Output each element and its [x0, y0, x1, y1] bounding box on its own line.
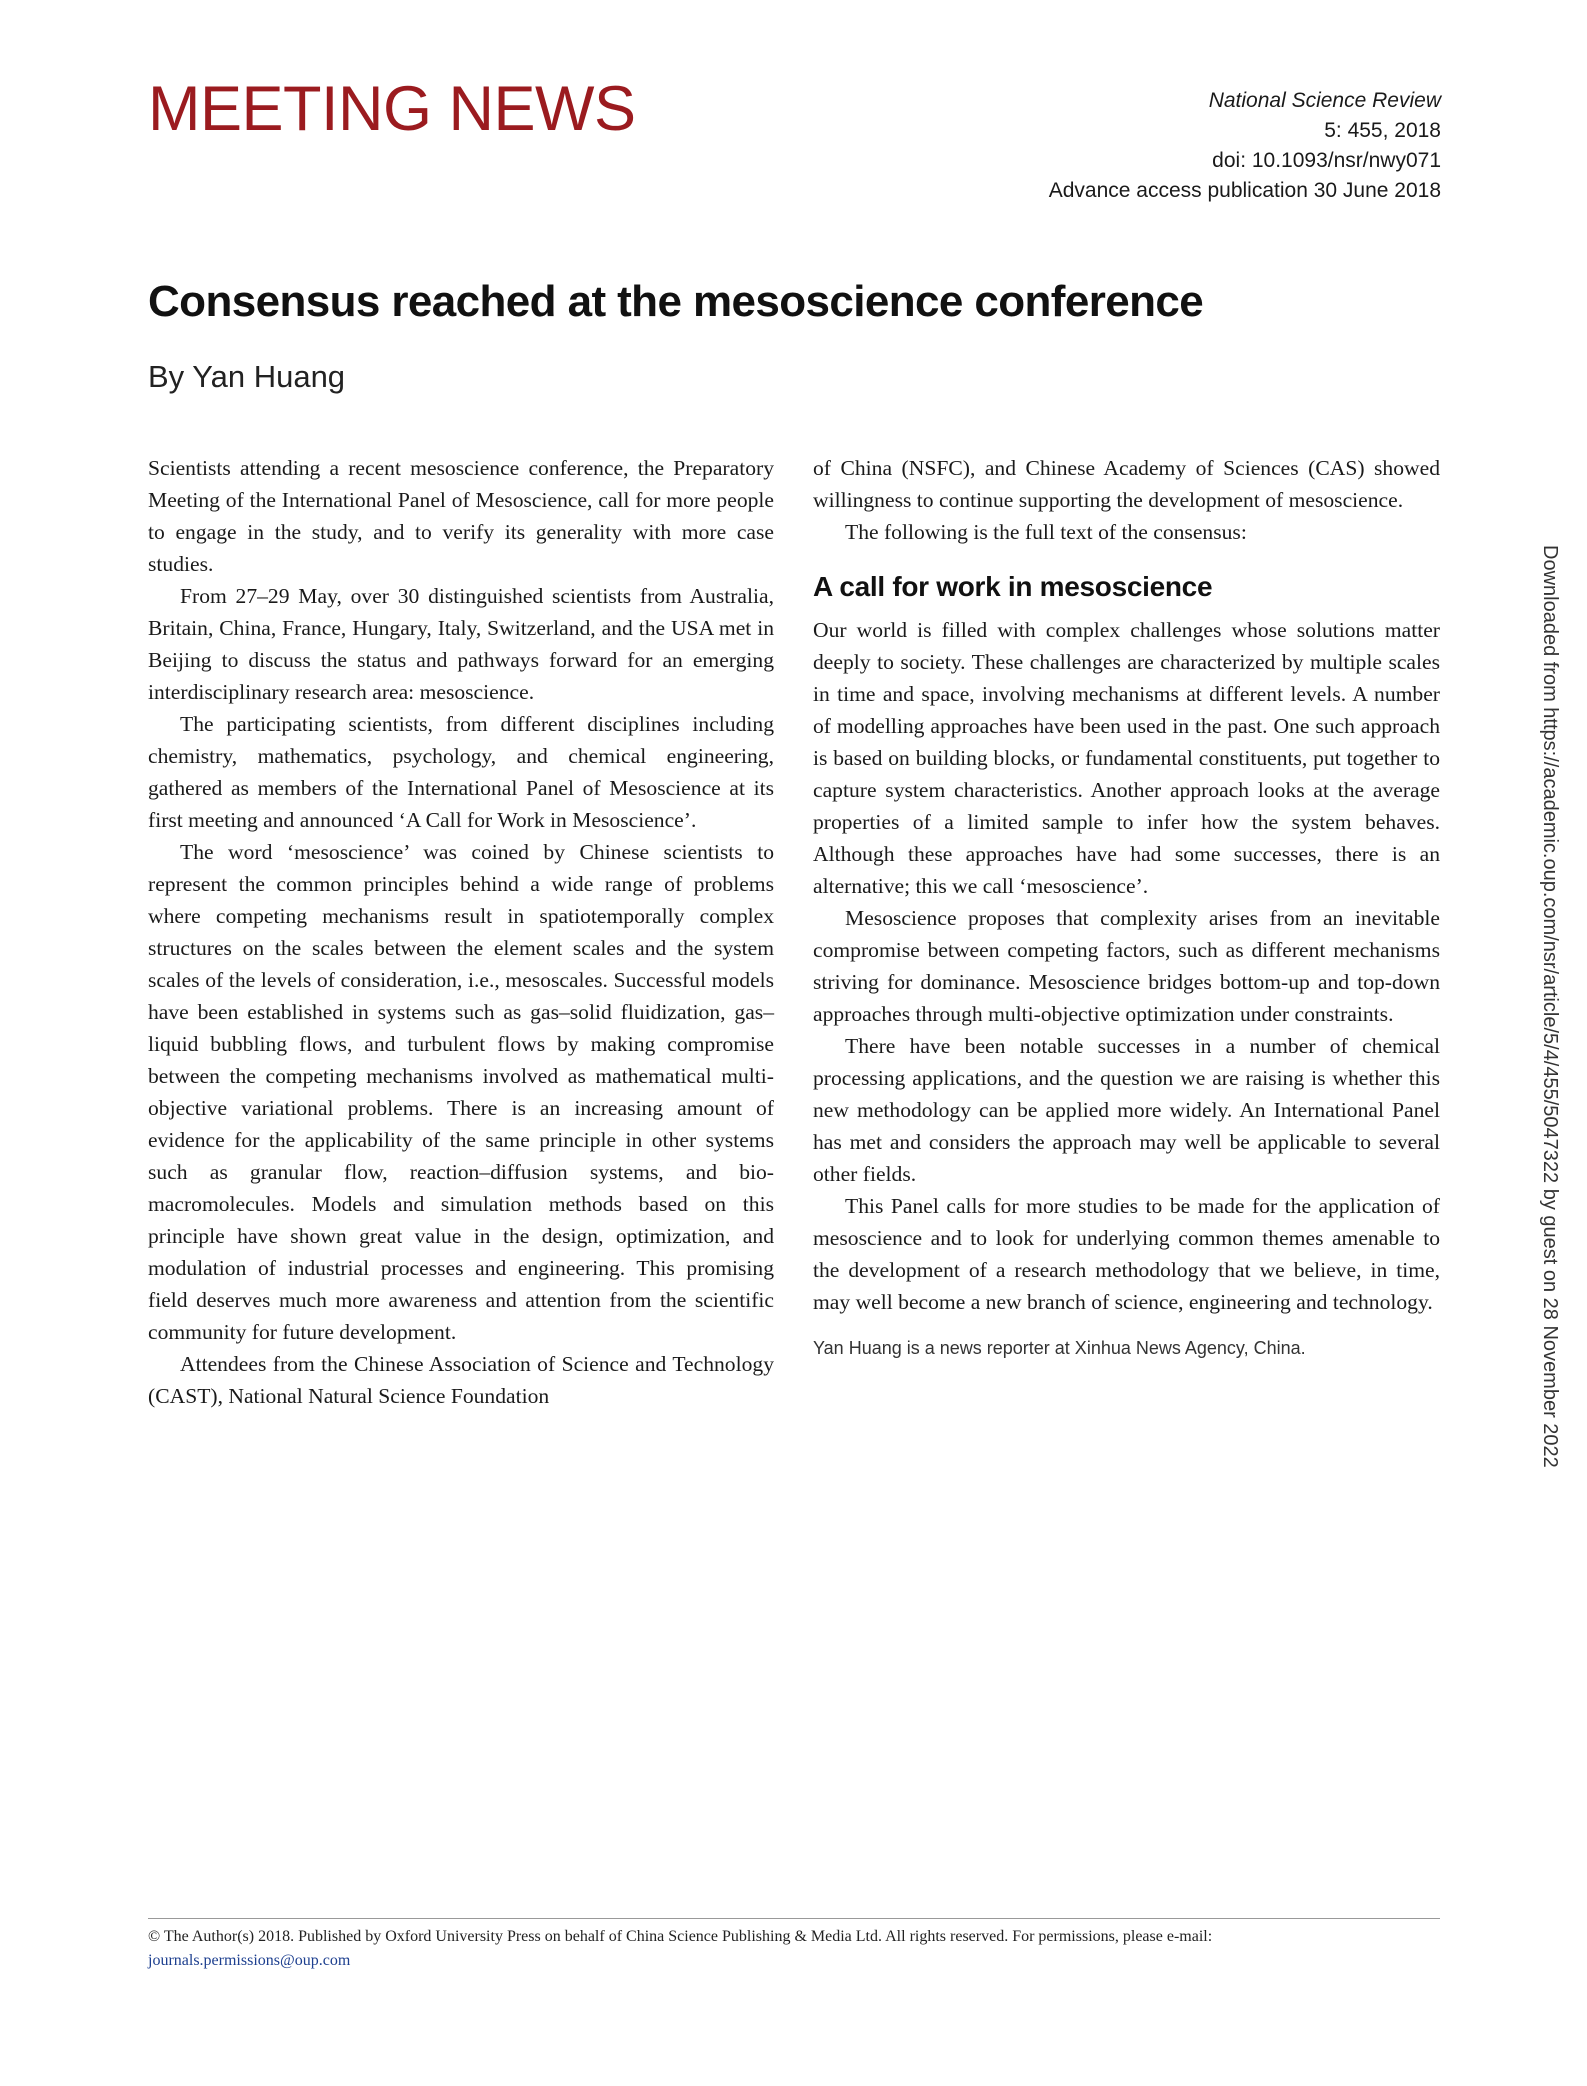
article-title: Consensus reached at the mesoscience conference [148, 277, 1204, 326]
author-note: Yan Huang is a news reporter at Xinhua News Agency, China. [813, 1338, 1306, 1358]
paragraph: There have been notable successes in a number of chemical processing applications, and the question we are raising is whether this new methodology can be applied more widely. An International Panel has met and considers the approach may well be applicable to several other fields. [813, 1034, 1440, 1186]
section-heading: A call for work in mesoscience [813, 571, 1213, 602]
footer-divider [148, 1918, 1440, 1919]
paragraph: The participating scientists, from different disciplines including chemistry, mathematics, psychology, and chemical engineering, gathered as members of the International Panel of Mesoscience at its first meeting and announced ‘A Call for Work in Mesoscience’. [148, 712, 774, 832]
copyright-text: © The Author(s) 2018. Published by Oxford University Press on behalf of China Science Publishing & Media Ltd. All rights reserved. For permissions, please e-mail: [148, 1928, 1213, 1945]
left-column [148, 452, 774, 1412]
publication-note: Advance access publication 30 June 2018 [1048, 179, 1441, 202]
paragraph: Attendees from the Chinese Association of Science and Technology (CAST), National Natural Science Foundation [148, 1352, 774, 1408]
permissions-email-link[interactable]: journals.permissions@oup.com [148, 1952, 351, 1969]
doi: doi: 10.1093/nsr/nwy071 [1212, 149, 1441, 172]
paragraph: The following is the full text of the consensus: [845, 520, 1247, 544]
journal-name: National Science Review [1208, 89, 1441, 112]
download-side-note-text: Downloaded from https://academic.oup.com/nsr/article/5/4/455/5047322 by guest on 28 November 2022 [1539, 545, 1561, 1468]
volume-page: 5: 455, 2018 [1324, 119, 1441, 142]
paragraph: Mesoscience proposes that complexity arises from an inevitable compromise between competing factors, such as different mechanisms striving for dominance. Mesoscience bridges bottom-up and top-down approaches through multi-objective optimization under constraints. [813, 906, 1440, 1026]
paragraph: Scientists attending a recent mesoscience conference, the Preparatory Meeting of the International Panel of Mesoscience, call for more people to engage in the study, and to verify its generality with more case studies. [148, 456, 774, 576]
paragraph: From 27–29 May, over 30 distinguished scientists from Australia, Britain, China, France, Hungary, Italy, Switzerland, and the USA met in Beijing to discuss the status and pathways forward for an emerging interdisciplinary research area: mesoscience. [148, 584, 774, 704]
section-label: MEETING NEWS [148, 74, 636, 144]
journal-info [1049, 86, 1441, 206]
paragraph: Our world is filled with complex challenges whose solutions matter deeply to society. These challenges are characterized by multiple scales in time and space, involving mechanisms at different levels. A number of modelling approaches have been used in the past. One such approach is based on building blocks, or fundamental constituents, put together to capture system characteristics. Another approach looks at the average properties of a limited sample to infer how the system behaves. Although these approaches have had some successes, there is an alternative; this we call ‘mesoscience’. [813, 618, 1440, 898]
download-side-note [1537, 545, 1567, 1545]
paragraph: This Panel calls for more studies to be made for the application of mesoscience and to look for underlying common themes amenable to the development of a research methodology that we believe, in time, may well become a new branch of science, engineering and technology. [813, 1194, 1440, 1314]
byline: By Yan Huang [148, 359, 346, 394]
paragraph: of China (NSFC), and Chinese Academy of Sciences (CAS) showed willingness to continue supporting the development of mesoscience. [813, 456, 1440, 512]
paragraph: The word ‘mesoscience’ was coined by Chinese scientists to represent the common principles behind a wide range of problems where competing mechanisms result in spatiotemporally complex structures on the scales between the element scales and the system scales of the levels of consideration, i.e., mesoscales. Successful models have been established in systems such as gas–solid fluidization, gas–liquid bubbling flows, and turbulent flows by making compromise between the competing mechanisms involved as mathematical multi-objective variational problems. There is an increasing amount of evidence for the applicability of the same principle in other systems such as granular flow, reaction–diffusion systems, and bio-macromolecules. Models and simulation methods based on this principle have shown great value in the design, optimization, and modulation of industrial processes and engineering. This promising field deserves much more awareness and attention from the scientific community for future development. [148, 840, 774, 1344]
right-column [813, 452, 1440, 1360]
footer [148, 1925, 1440, 1973]
